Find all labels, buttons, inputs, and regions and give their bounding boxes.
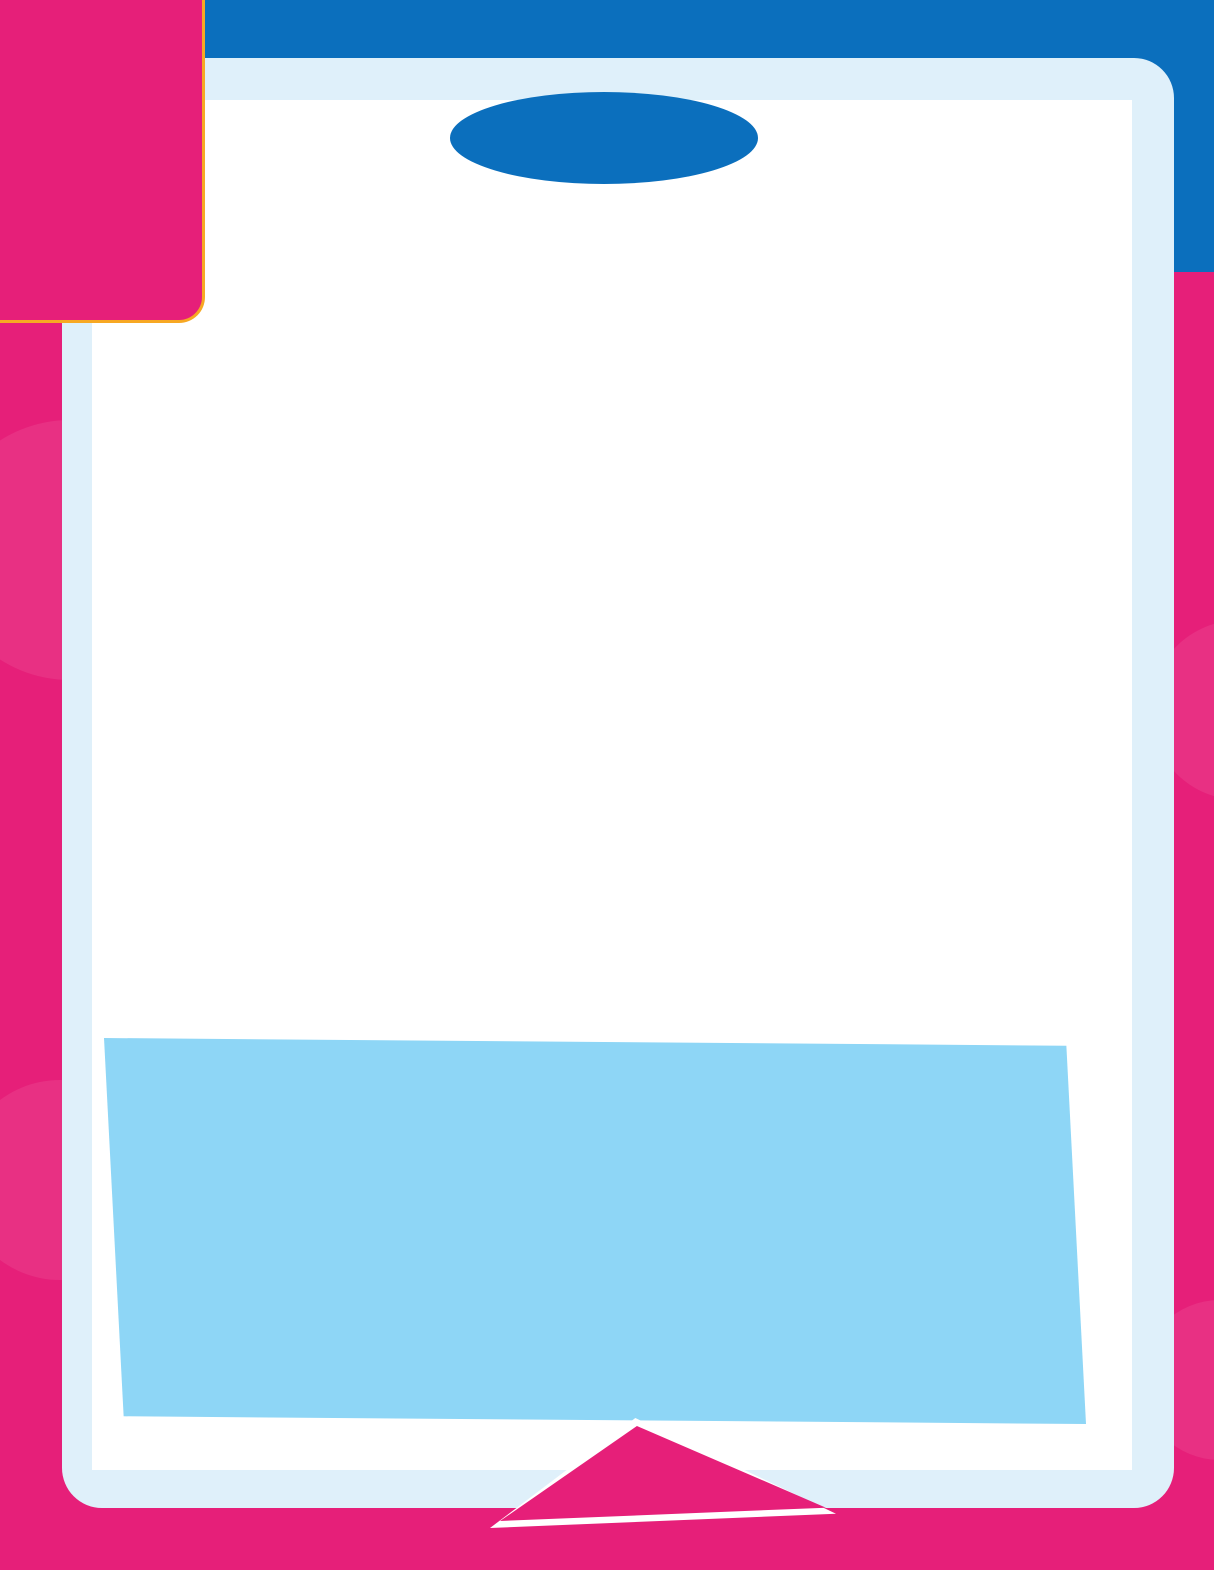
true-false-panel bbox=[104, 1038, 1086, 1424]
